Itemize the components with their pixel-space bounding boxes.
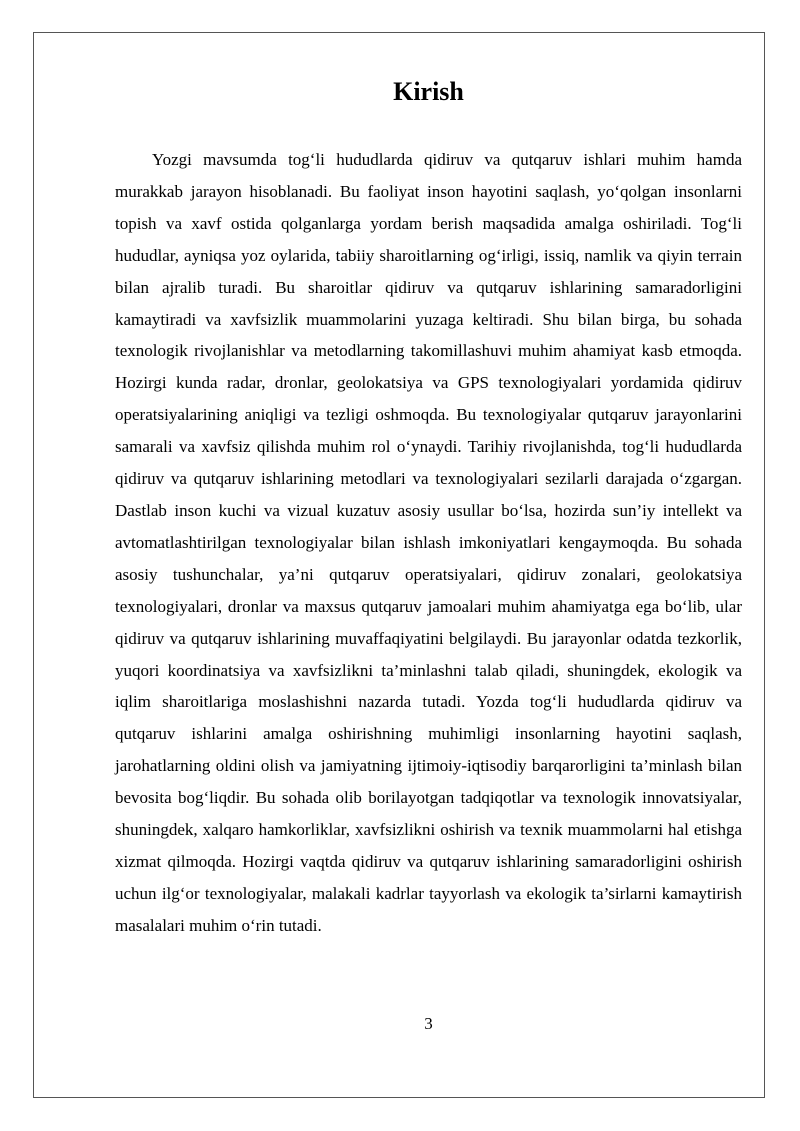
- page-title: Kirish: [393, 77, 464, 106]
- page-number: 3: [424, 1014, 433, 1033]
- body-paragraph: Yozgi mavsumda tog‘li hududlarda qidiruv va qutqaruv ishlari muhim hamda murakkab jarayon hisoblanadi. Bu faoliyat inson hayotini saqlash, yo‘qolgan insonlarni topish va xavf ostida qolganlarga yordam berish maqsadida amalga oshiriladi. Tog‘li hududlar, ayniqsa yoz oylarida, tabiiy sharoitlarning og‘irligi, issiq, namlik va qiyin terrain bilan ajralib turadi. Bu sharoitlar qidiruv va qutqaruv ishlarining samaradorligini kamaytiradi va xavfsizlik muammolarini yuzaga keltiradi. Shu bilan birga, bu sohada texnologik rivojlanishlar va metodlarning takomillashuvi muhim ahamiyat kasb etmoqda. Hozirgi kunda radar, dronlar, geolokatsiya va GPS texnologiyalari yordamida qidiruv operatsiyalarining aniqligi va tezligi oshmoqda. Bu texnologiyalar qutqaruv jarayonlarini samarali va xavfsiz qilishda muhim rol o‘ynaydi. Tarihiy rivojlanishda, tog‘li hududlarda qidiruv va qutqaruv ishlarining metodlari va texnologiyalari sezilarli darajada o‘zgargan. Dastlab inson kuchi va vizual kuzatuv asosiy usullar bo‘lsa, hozirda sun’iy intellekt va avtomatlashtirilgan texnologiyalar bilan ishlash imkoniyatlari kengaymoqda. Bu sohada asosiy tushunchalar, ya’ni qutqaruv operatsiyalari, qidiruv zonalari, geolokatsiya texnologiyalari, dronlar va maxsus qutqaruv jamoalari muhim ahamiyatga ega bo‘lib, ular qidiruv va qutqaruv ishlarining muvaffaqiyatini belgilaydi. Bu jarayonlar odatda tezkorlik, yuqori koordinatsiya va xavfsizlikni ta’minlashni talab qiladi, shuningdek, ekologik va iqlim sharoitlariga moslashishni nazarda tutadi. Yozda tog‘li hududlarda qidiruv va qutqaruv ishlarini amalga oshirishning muhimligi insonlarning hayotini saqlash, jarohatlarning oldini olish va jamiyatning ijtimoiy-iqtisodiy barqarorligini ta’minlash bilan bevosita bog‘liqdir. Bu sohada olib borilayotgan tadqiqotlar va texnologik innovatsiyalar, shuningdek, xalqaro hamkorliklar, xavfsizlikni oshirish va texnik muammolarni hal etishga xizmat qilmoqda. Hozirgi vaqtda qidiruv va qutqaruv ishlarining samaradorligini oshirish uchun ilg‘or texnologiyalar, malakali kadrlar tayyorlash va ekologik ta’sirlarni kamaytirish masalalari muhim o‘rin tutadi.: [115, 150, 742, 935]
